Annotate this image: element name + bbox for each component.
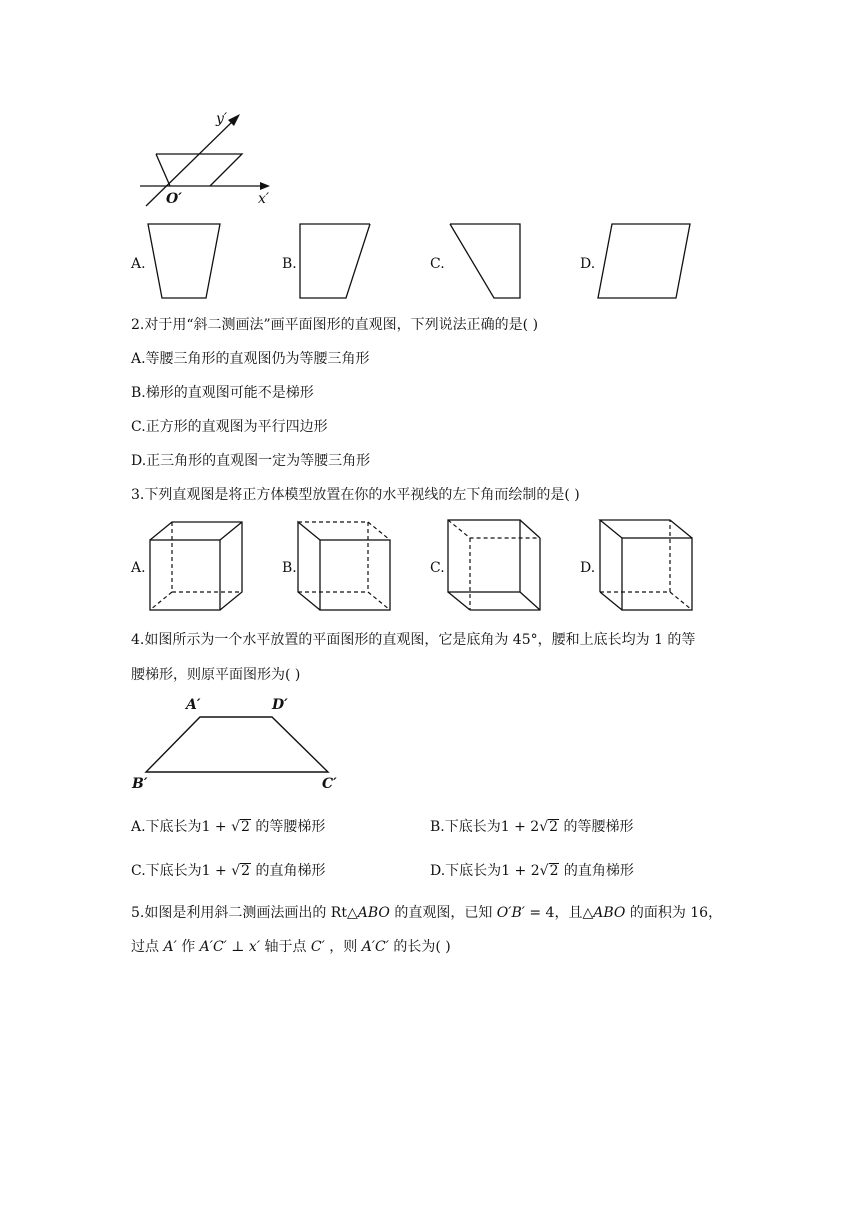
q3-option-a-cube xyxy=(148,520,244,612)
q3-option-b-cube xyxy=(296,520,392,612)
q4-label-a: A′ xyxy=(186,697,201,713)
q4-stem-line1: 4.如图所示为一个水平放置的平面图形的直观图，它是底角为 45°，腰和上底长均为 1 的等 xyxy=(131,632,696,648)
q3-option-c-label: C. xyxy=(430,560,445,576)
q2-stem: 2.对于用“斜二测画法”画平面图形的直观图，下列说法正确的是( ) xyxy=(131,317,539,333)
q1-option-d-label: D. xyxy=(580,256,596,272)
q3-option-d-label: D. xyxy=(580,560,596,576)
q4-label-d: D′ xyxy=(272,697,288,713)
q2-option-a: A.等腰三角形的直观图仍为等腰三角形 xyxy=(131,351,370,367)
q1-option-a-label: A. xyxy=(131,256,146,272)
q4-option-b: B.下底长为1 + 2√2 的等腰梯形 xyxy=(430,819,634,835)
q1-figure xyxy=(136,108,276,208)
q5-line2: 过点 A′ 作 A′C′ ⊥ x′ 轴于点 C′ ，则 A′C′ 的长为( ) xyxy=(131,939,451,955)
q1-option-a-figure xyxy=(148,222,224,300)
q1-option-b-figure xyxy=(298,222,374,300)
q1-origin-label: O′ xyxy=(166,191,182,207)
q3-option-b-label: B. xyxy=(282,560,297,576)
q3-option-d-cube xyxy=(598,518,694,612)
q4-trapezoid-figure xyxy=(142,714,342,776)
q2-option-c: C.正方形的直观图为平行四边形 xyxy=(131,419,328,435)
q5-line1: 5.如图是利用斜二测画法画出的 Rt△ABO 的直观图，已知 O′B′ = 4，且△ABO 的面积为 16， xyxy=(131,905,723,921)
q4-option-d: D.下底长为1 + 2√2 的直角梯形 xyxy=(430,863,634,879)
q1-option-b-label: B. xyxy=(282,256,297,272)
q3-option-c-cube xyxy=(446,518,542,612)
q3-stem: 3.下列直观图是将正方体模型放置在你的水平视线的左下角而绘制的是( ) xyxy=(131,487,580,503)
q2-option-b: B.梯形的直观图可能不是梯形 xyxy=(131,385,314,401)
q4-option-a: A.下底长为1 + √2 的等腰梯形 xyxy=(131,819,326,835)
q1-option-c-figure xyxy=(448,222,524,300)
q4-label-c: C′ xyxy=(322,776,337,792)
q1-option-c-label: C. xyxy=(430,256,445,272)
q1-option-d-figure xyxy=(596,222,692,300)
q4-stem-line2: 腰梯形，则原平面图形为( ) xyxy=(131,667,301,683)
q3-option-a-label: A. xyxy=(131,560,146,576)
q2-option-d: D.正三角形的直观图一定为等腰三角形 xyxy=(131,453,371,469)
q4-label-b: B′ xyxy=(132,776,148,792)
q1-axis-x-label: x′ xyxy=(258,191,270,207)
q4-option-c: C.下底长为1 + √2 的直角梯形 xyxy=(131,863,326,879)
q1-axis-y-label: y′ xyxy=(216,111,228,127)
